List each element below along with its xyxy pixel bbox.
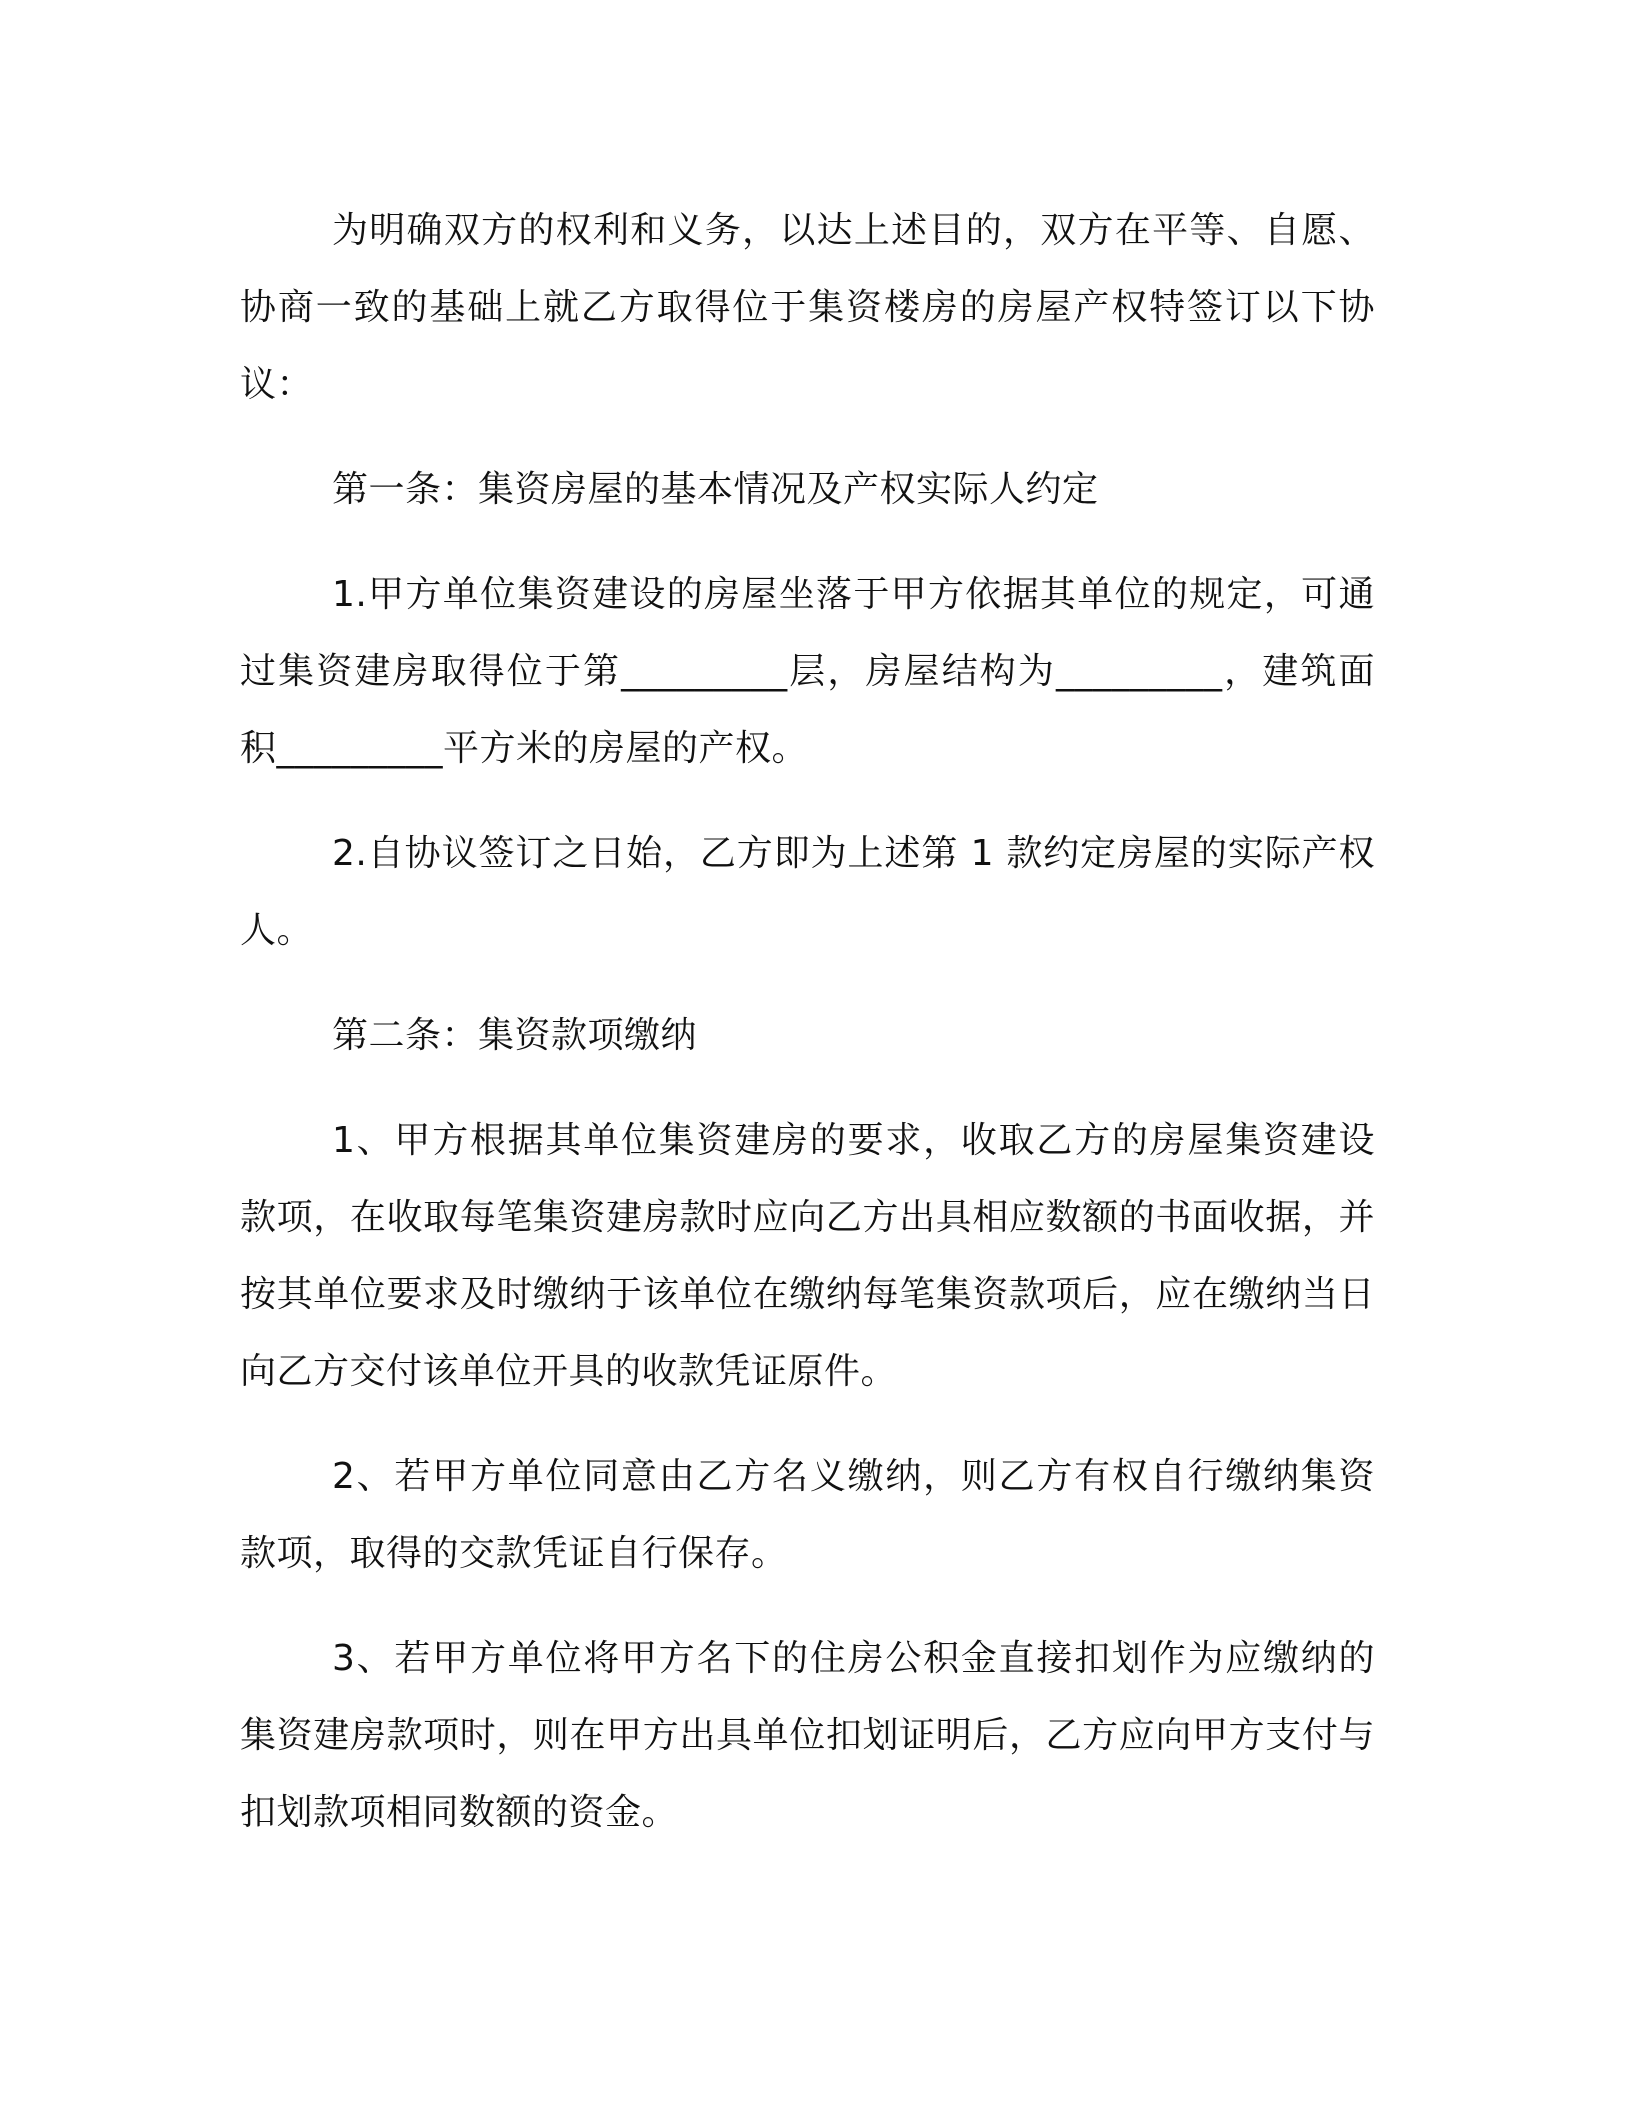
intro-paragraph: 为明确双方的权利和义务，以达上述目的，双方在平等、自愿、协商一致的基础上就乙方取得位于集资楼房的房屋产权特签订以下协议： — [240, 210, 1375, 405]
article-2-clause-3: 3、若甲方单位将甲方名下的住房公积金直接扣划作为应缴纳的集资建房款项时，则在甲方出具单位扣划证明后，乙方应向甲方支付与扣划款项相同数额的资金。 — [240, 1638, 1375, 1833]
document-body — [240, 192, 1375, 1879]
article-1-clause-2: 2.自协议签订之日始，乙方即为上述第 1 款约定房屋的实际产权人。 — [240, 833, 1375, 951]
article-1-clause-1: 1.甲方单位集资建设的房屋坐落于甲方依据其单位的规定，可通过集资建房取得位于第_________层，房屋结构为_________，建筑面积_________平方米的房屋的产权。 — [240, 574, 1375, 769]
article-2-heading: 第二条：集资款项缴纳 — [332, 1015, 698, 1056]
article-2-clause-1: 1、甲方根据其单位集资建房的要求，收取乙方的房屋集资建设款项，在收取每笔集资建房款时应向乙方出具相应数额的书面收据，并按其单位要求及时缴纳于该单位在缴纳每笔集资款项后，应在缴纳当日向乙方交付该单位开具的收款凭证原件。 — [240, 1120, 1375, 1392]
article-2-clause-2: 2、若甲方单位同意由乙方名义缴纳，则乙方有权自行缴纳集资款项，取得的交款凭证自行保存。 — [240, 1456, 1375, 1574]
article-1-heading: 第一条：集资房屋的基本情况及产权实际人约定 — [332, 469, 1099, 510]
